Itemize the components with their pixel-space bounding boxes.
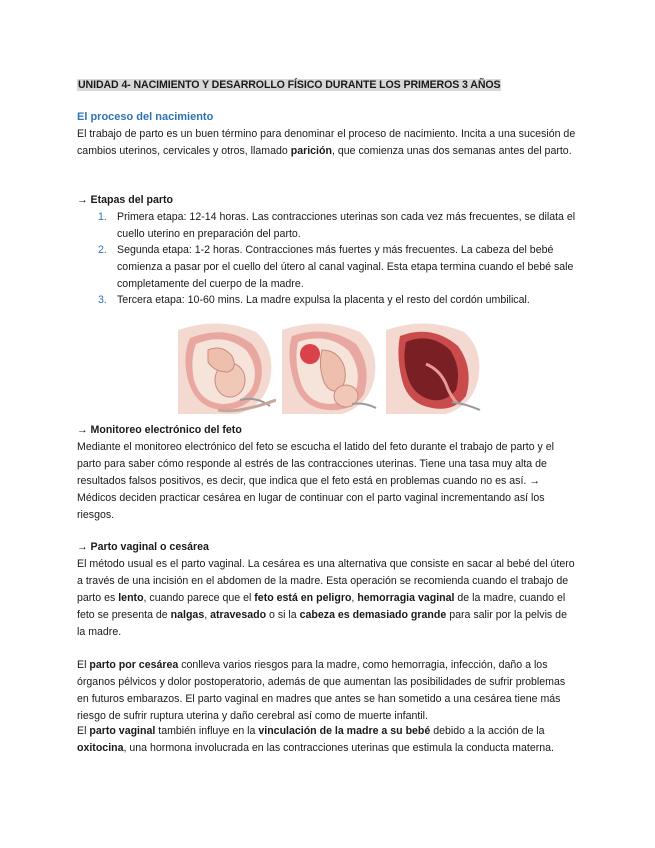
list-item-text: Tercera etapa: 10-60 mins. La madre expulsa la placenta y el resto del cordón umbilical. (117, 294, 530, 306)
paragraph-bonding (77, 723, 577, 757)
list-number: 3. (98, 294, 107, 306)
text: , cuando parece que el (143, 592, 255, 604)
stage-2-illustration (282, 320, 380, 414)
list-item-stage-2 (98, 242, 578, 293)
bold-term: lento (118, 592, 144, 604)
text: , que comienza unas dos semanas antes del parto. (331, 145, 572, 157)
section-heading-birth-process: El proceso del nacimiento (77, 111, 214, 123)
section-heading-fetal-monitoring: → Monitoreo electrónico del feto (77, 424, 242, 436)
bold-term: hemorragia vaginal (357, 592, 455, 604)
paragraph-birth-process (77, 126, 577, 160)
list-number: 2. (98, 244, 107, 256)
paragraph-method (77, 556, 577, 641)
stage-3-illustration (386, 320, 484, 414)
text: también influye en la (155, 725, 259, 737)
paragraph-cesarean-risks (77, 657, 577, 725)
text: debido a la acción de la (430, 725, 545, 737)
list-item-text: Segunda etapa: 1-2 horas. Contracciones más fuertes y más frecuentes. La cabeza del bebé comienza a pasar por el cuello del útero al canal vaginal. Esta etapa termina cuando el bebé sale completamente del cuerpo de la madre. (117, 244, 574, 290)
text: , (351, 592, 358, 604)
section-heading-vaginal-or-cesarean: → Parto vaginal o cesárea (77, 541, 209, 553)
text: conlleva varios riesgos para la madre, como hemorragia, infección, daño a los órganos pélvicos y dolor postoperatorio, además de que aumentan las posibilidades de sufrir problemas en futuros embarazos. El parto vaginal en madres que antes se han sometido a una cesárea tiene más riesgo de sufrir ruptura uterina y daño cerebral así como de muerte infantil. (77, 659, 566, 722)
list-item-stage-1 (98, 209, 578, 243)
text: El (77, 725, 90, 737)
bold-term: parto por cesárea (89, 659, 179, 671)
birth-stages-illustrations (178, 320, 484, 414)
text: , una hormona involucrada en las contracciones uterinas que estimula la conducta materna. (123, 742, 554, 754)
list-item-stage-3 (98, 292, 578, 309)
text: El método usual es el parto vaginal. La cesárea es una alternativa que consiste en sacar al bebé del útero a través de una incisión en el abdomen de la madre. Esta operación se recomienda cuando el trabajo de parto es (77, 558, 575, 604)
text: , (204, 609, 211, 621)
list-item-text: Primera etapa: 12-14 horas. Las contracciones uterinas son cada vez más frecuentes, se dilata el cuello uterino en preparación del parto. (117, 211, 576, 240)
text: o si la (266, 609, 300, 621)
document-title: UNIDAD 4- NACIMIENTO Y DESARROLLO FÍSICO DURANTE LOS PRIMEROS 3 AÑOS (78, 79, 501, 91)
bold-term: parto vaginal (89, 725, 156, 737)
text: El (77, 659, 90, 671)
list-number: 1. (98, 211, 107, 223)
bold-term: nalgas (170, 609, 205, 621)
bold-term: vinculación de la madre a su bebé (258, 725, 431, 737)
stage-1-illustration (178, 320, 276, 414)
bold-term: oxitocina (77, 742, 124, 754)
bold-term: cabeza es demasiado grande (299, 609, 447, 621)
bold-term: parición (290, 145, 332, 157)
section-heading-stages: → Etapas del parto (77, 194, 173, 206)
text: El trabajo de parto es un buen término para denominar el proceso de nacimiento. Incita a una sucesión de cambios uterinos, cervicales y otros, llamado (77, 128, 576, 157)
text: de la madre, cuando el feto se presenta de (77, 592, 566, 621)
text: para salir por la pelvis de la madre. (77, 609, 567, 638)
bold-term: feto está en peligro (254, 592, 352, 604)
bold-term: atravesado (210, 609, 267, 621)
paragraph-fetal-monitoring: Mediante el monitoreo electrónico del feto se escucha el latido del feto durante el trabajo de parto y el parto para saber cómo responde al estrés de las contracciones uterinas. Tiene una tasa muy alta de resultados falsos positivos, es decir, que indica que el feto está en problemas cuando no es así. → Médicos deciden practicar cesárea en lugar de continuar con el parto vaginal incrementando así los riesgos. (77, 441, 555, 521)
